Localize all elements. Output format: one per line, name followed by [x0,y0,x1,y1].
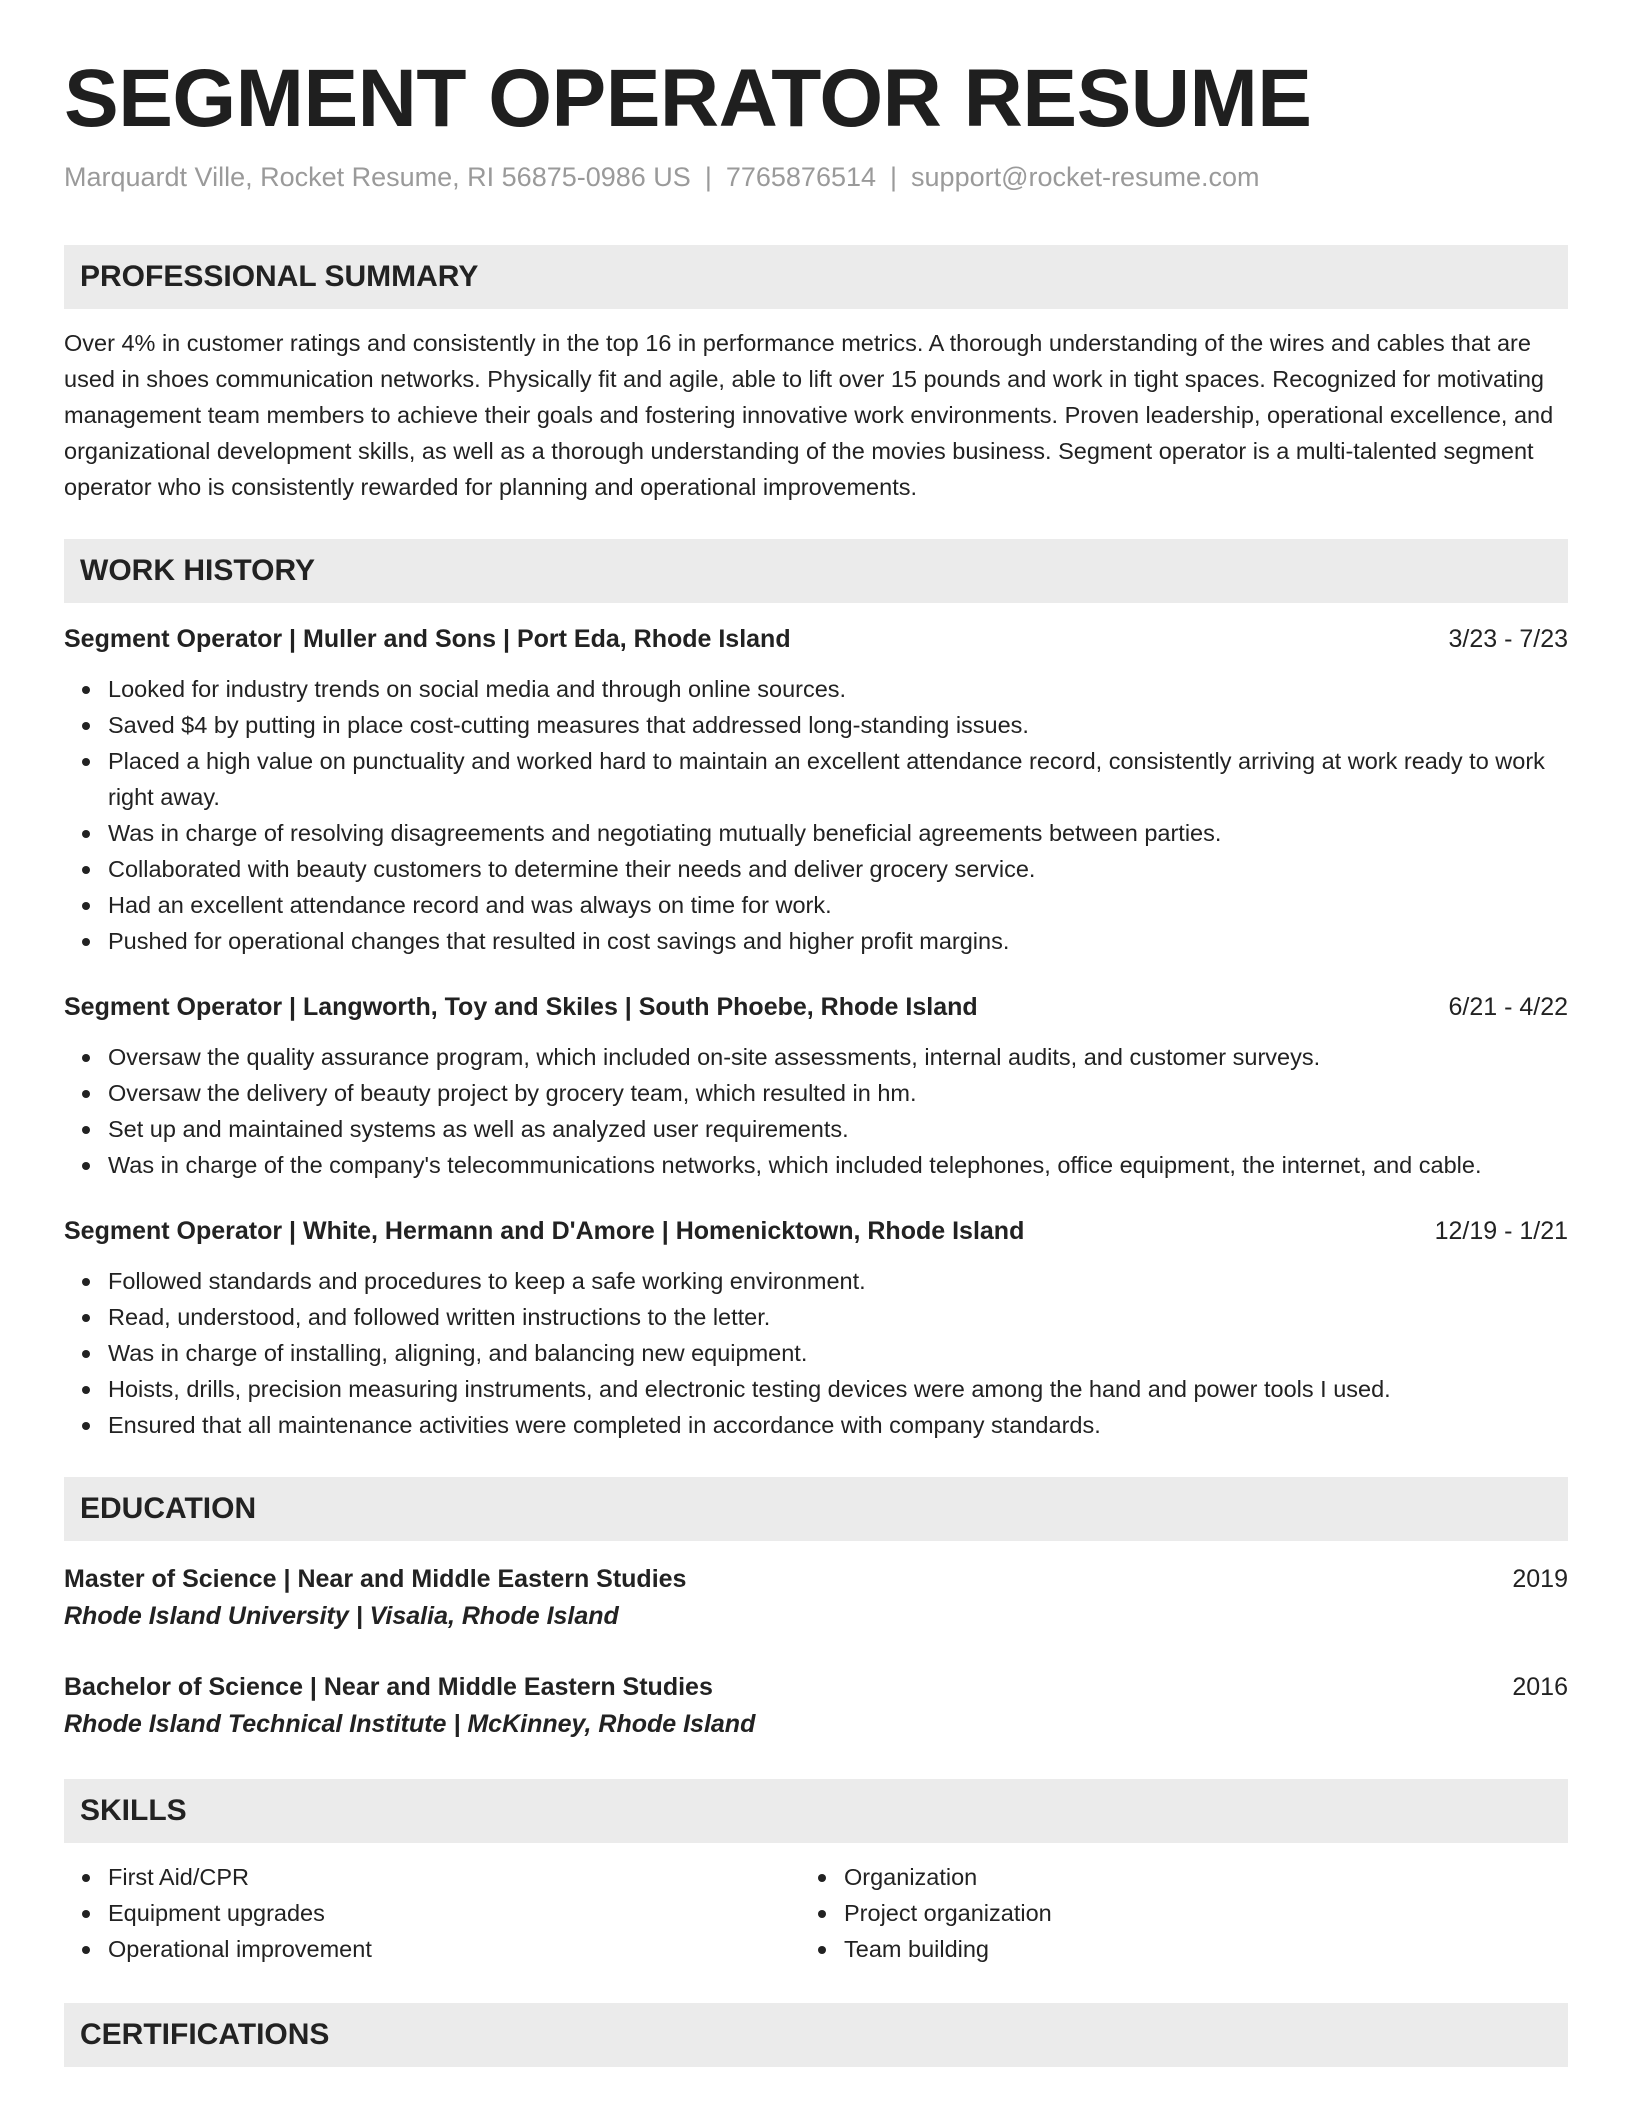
job-bullet: Oversaw the delivery of beauty project by grocery team, which resulted in hm. [108,1075,1568,1111]
job-bullet: Collaborated with beauty customers to determine their needs and deliver grocery service. [108,851,1568,887]
education-entry [64,1669,1568,1743]
education-header [64,1669,1568,1705]
job-bullet: Placed a high value on punctuality and worked hard to maintain an excellent attendance record, consistently arriving at work ready to work right away. [108,743,1568,815]
job-dates: 6/21 - 4/22 [1448,993,1568,1022]
summary-text: Over 4% in customer ratings and consistently in the top 16 in performance metrics. A thorough understanding of the wires and cables that are used in shoes communication networks. Physically fit and agile, able to lift over 15 pounds and work in tight spaces. Recognized for motivating management team members to achieve their goals and fostering innovative work environments. Proven leadership, operational excellence, and organizational development skills, as well as a thorough understanding of the movies business. Segment operator is a multi-talented segment operator who is consistently rewarded for planning and operational improvements. [64,330,1554,501]
job-bullet: Set up and maintained systems as well as analyzed user requirements. [108,1111,1568,1147]
job-header [64,1213,1568,1249]
skills-column-right [800,1859,1536,1967]
job-bullets [64,1263,1568,1443]
education-degree: Bachelor of Science | Near and Middle Eastern Studies [64,1673,713,1702]
education-school: Rhode Island Technical Institute | McKinney, Rhode Island [64,1710,756,1739]
job-title: Segment Operator | Muller and Sons | Port Eda, Rhode Island [64,625,791,654]
skill-item: Equipment upgrades [108,1895,800,1931]
job-header [64,621,1568,657]
job-bullet: Followed standards and procedures to keep a safe working environment. [108,1263,1568,1299]
contact-line [64,162,1568,193]
job-bullet: Oversaw the quality assurance program, which included on-site assessments, internal audits, and customer surveys. [108,1039,1568,1075]
section-heading-skills: SKILLS [64,1779,1568,1843]
job-bullet: Pushed for operational changes that resulted in cost savings and higher profit margins. [108,923,1568,959]
job-bullet: Looked for industry trends on social media and through online sources. [108,671,1568,707]
education-entry [64,1561,1568,1635]
job-bullet: Saved $4 by putting in place cost-cutting measures that addressed long-standing issues. [108,707,1568,743]
skills-column-left [64,1859,800,1967]
contact-separator: | [890,162,898,193]
section-heading-education: EDUCATION [64,1477,1568,1541]
job-bullet: Was in charge of installing, aligning, and balancing new equipment. [108,1335,1568,1371]
job-bullet: Hoists, drills, precision measuring instruments, and electronic testing devices were among the hand and power tools I used. [108,1371,1568,1407]
job-dates: 3/23 - 7/23 [1448,625,1568,654]
job-bullets [64,1039,1568,1183]
job-entry [64,621,1568,959]
contact-phone: 7765876514 [725,162,877,193]
job-bullet: Was in charge of the company's telecommunications networks, which included telephones, office equipment, the internet, and cable. [108,1147,1568,1183]
skill-item: First Aid/CPR [108,1859,800,1895]
contact-email: support@rocket-resume.com [911,162,1260,193]
skill-item: Operational improvement [108,1931,800,1967]
job-bullets [64,671,1568,959]
job-bullet: Ensured that all maintenance activities were completed in accordance with company standards. [108,1407,1568,1443]
contact-separator: | [704,162,712,193]
education-degree: Master of Science | Near and Middle Eastern Studies [64,1565,687,1594]
contact-address: Marquardt Ville, Rocket Resume, RI 56875-0986 US [64,162,691,193]
job-header [64,989,1568,1025]
job-entry [64,989,1568,1183]
job-dates: 12/19 - 1/21 [1434,1217,1568,1246]
resume-title: SEGMENT OPERATOR RESUME [64,53,1312,144]
job-entry [64,1213,1568,1443]
skill-item: Organization [844,1859,1536,1895]
skill-item: Team building [844,1931,1536,1967]
job-bullet: Was in charge of resolving disagreements and negotiating mutually beneficial agreements between parties. [108,815,1568,851]
job-bullet: Read, understood, and followed written instructions to the letter. [108,1299,1568,1335]
education-school: Rhode Island University | Visalia, Rhode Island [64,1602,619,1631]
skills-list [64,1859,1568,1967]
education-year: 2016 [1512,1673,1568,1702]
job-title: Segment Operator | White, Hermann and D'Amore | Homenicktown, Rhode Island [64,1217,1025,1246]
skill-item: Project organization [844,1895,1536,1931]
education-header [64,1561,1568,1597]
job-bullet: Had an excellent attendance record and was always on time for work. [108,887,1568,923]
section-heading-work-history: WORK HISTORY [64,539,1568,603]
section-heading-summary: PROFESSIONAL SUMMARY [64,245,1568,309]
job-title: Segment Operator | Langworth, Toy and Skiles | South Phoebe, Rhode Island [64,993,978,1022]
education-year: 2019 [1512,1565,1568,1594]
section-heading-certifications: CERTIFICATIONS [64,2003,1568,2067]
